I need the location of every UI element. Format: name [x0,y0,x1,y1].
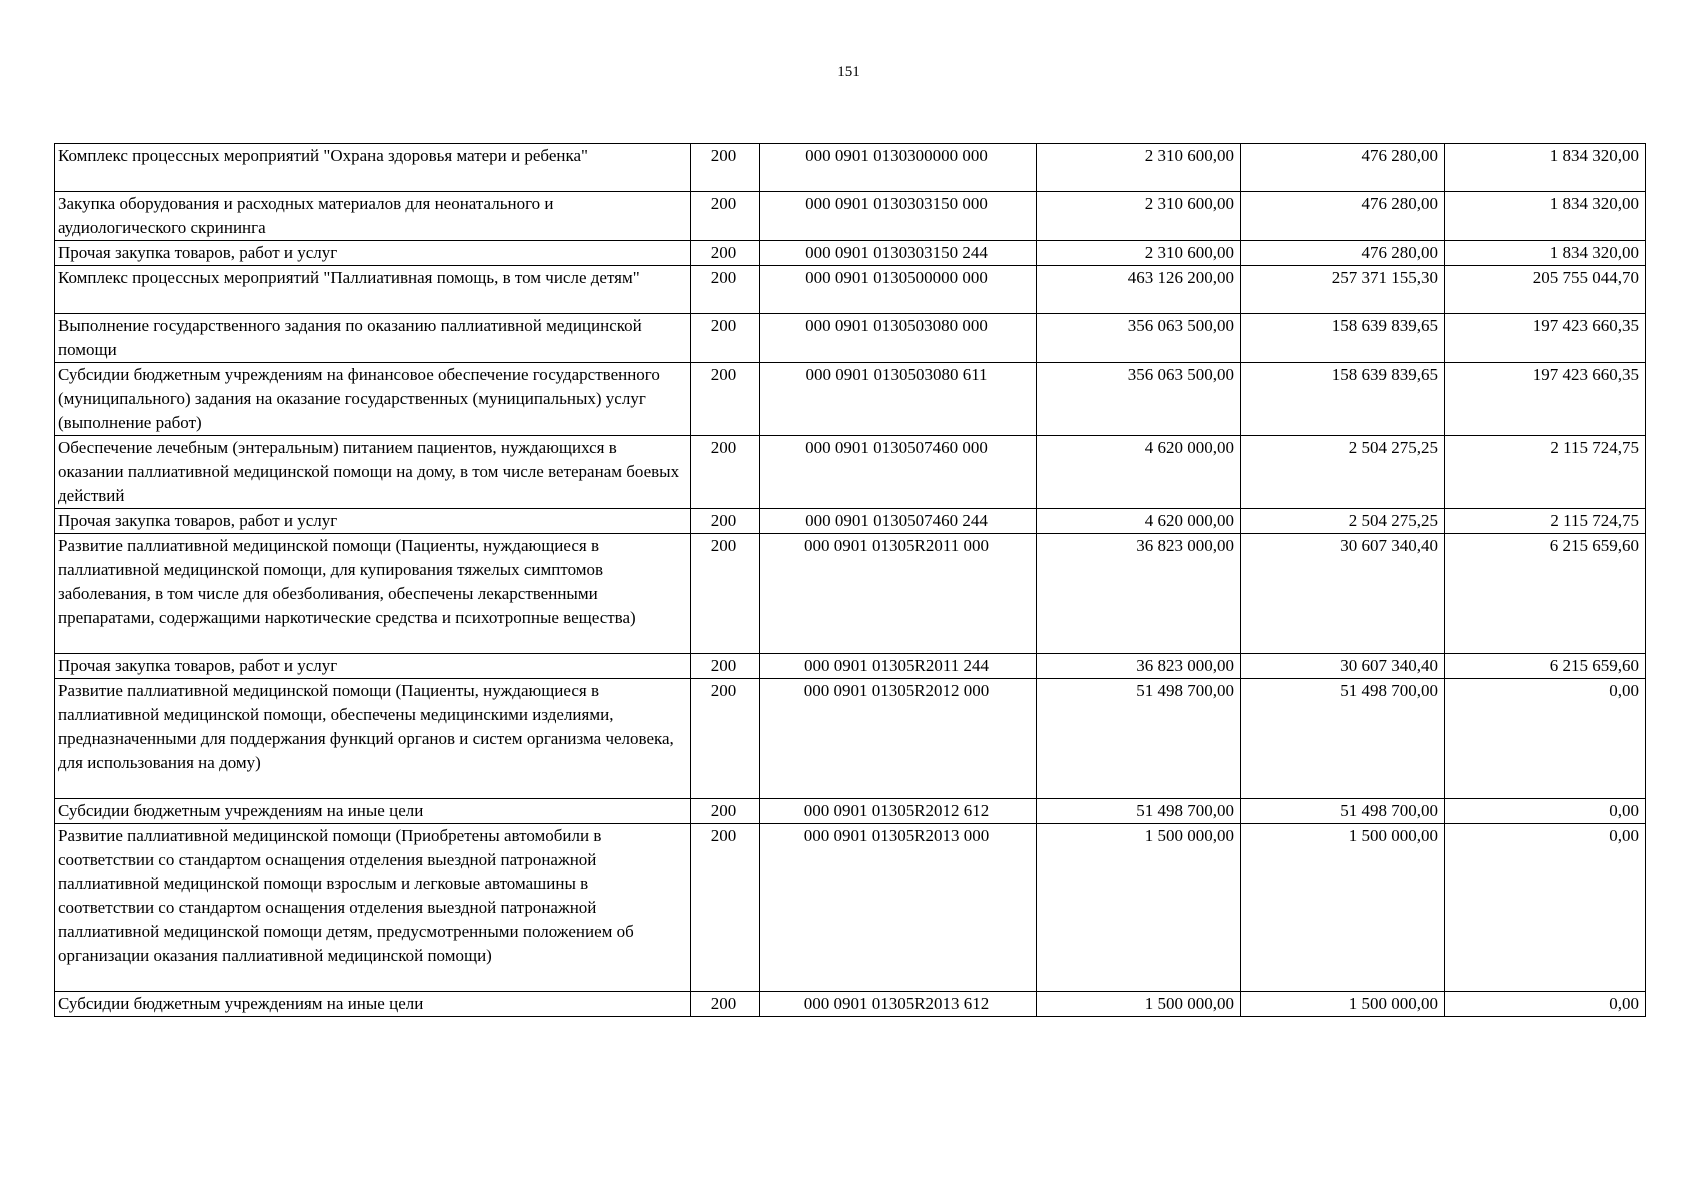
cell-unexecuted-amount: 1 834 320,00 [1445,241,1646,266]
cell-approved-amount: 1 500 000,00 [1037,824,1241,992]
cell-budget-classification-code: 000 0901 01305R2011 000 [760,534,1037,654]
cell-unexecuted-amount: 2 115 724,75 [1445,436,1646,509]
cell-line-code: 200 [691,509,760,534]
cell-indicator-name: Обеспечение лечебным (энтеральным) питанием пациентов, нуждающихся в оказании паллиативной медицинской помощи на дому, в том числе ветеранам боевых действий [55,436,691,509]
cell-indicator-name: Субсидии бюджетным учреждениям на иные цели [55,992,691,1017]
cell-indicator-name: Комплекс процессных мероприятий "Охрана здоровья матери и ребенка" [55,144,691,192]
cell-executed-amount: 476 280,00 [1241,144,1445,192]
table-row [55,799,1646,824]
cell-executed-amount: 476 280,00 [1241,241,1445,266]
table-row [55,363,1646,436]
cell-executed-amount: 1 500 000,00 [1241,992,1445,1017]
cell-line-code: 200 [691,824,760,992]
cell-budget-classification-code: 000 0901 01305R2013 000 [760,824,1037,992]
cell-executed-amount: 476 280,00 [1241,192,1445,241]
cell-indicator-name: Развитие паллиативной медицинской помощи (Пациенты, нуждающиеся в паллиативной медицинской помощи, обеспечены медицинскими изделиями, предназначенными для поддержания функций органов и систем организма человека, для использования на дому) [55,679,691,799]
cell-approved-amount: 2 310 600,00 [1037,241,1241,266]
table-row [55,679,1646,799]
table-row [55,144,1646,192]
cell-line-code: 200 [691,144,760,192]
table-row [55,824,1646,992]
cell-unexecuted-amount: 0,00 [1445,824,1646,992]
cell-line-code: 200 [691,992,760,1017]
cell-indicator-name: Прочая закупка товаров, работ и услуг [55,654,691,679]
cell-executed-amount: 2 504 275,25 [1241,436,1445,509]
table-row [55,241,1646,266]
cell-unexecuted-amount: 197 423 660,35 [1445,363,1646,436]
cell-line-code: 200 [691,654,760,679]
cell-budget-classification-code: 000 0901 0130503080 000 [760,314,1037,363]
cell-unexecuted-amount: 0,00 [1445,799,1646,824]
cell-unexecuted-amount: 2 115 724,75 [1445,509,1646,534]
cell-approved-amount: 36 823 000,00 [1037,534,1241,654]
cell-approved-amount: 1 500 000,00 [1037,992,1241,1017]
table-row [55,436,1646,509]
cell-line-code: 200 [691,436,760,509]
cell-approved-amount: 51 498 700,00 [1037,799,1241,824]
table-row [55,654,1646,679]
cell-line-code: 200 [691,799,760,824]
cell-approved-amount: 4 620 000,00 [1037,436,1241,509]
cell-line-code: 200 [691,534,760,654]
cell-executed-amount: 1 500 000,00 [1241,824,1445,992]
cell-unexecuted-amount: 6 215 659,60 [1445,534,1646,654]
cell-unexecuted-amount: 1 834 320,00 [1445,144,1646,192]
table-row [55,314,1646,363]
cell-approved-amount: 2 310 600,00 [1037,192,1241,241]
cell-budget-classification-code: 000 0901 01305R2011 244 [760,654,1037,679]
cell-executed-amount: 51 498 700,00 [1241,799,1445,824]
table-row [55,266,1646,314]
cell-budget-classification-code: 000 0901 0130500000 000 [760,266,1037,314]
cell-approved-amount: 463 126 200,00 [1037,266,1241,314]
cell-executed-amount: 2 504 275,25 [1241,509,1445,534]
cell-executed-amount: 257 371 155,30 [1241,266,1445,314]
page-number: 151 [837,64,860,80]
cell-indicator-name: Прочая закупка товаров, работ и услуг [55,509,691,534]
cell-indicator-name: Субсидии бюджетным учреждениям на иные цели [55,799,691,824]
cell-unexecuted-amount: 205 755 044,70 [1445,266,1646,314]
cell-unexecuted-amount: 6 215 659,60 [1445,654,1646,679]
cell-approved-amount: 356 063 500,00 [1037,363,1241,436]
cell-budget-classification-code: 000 0901 0130507460 000 [760,436,1037,509]
cell-approved-amount: 356 063 500,00 [1037,314,1241,363]
cell-budget-classification-code: 000 0901 0130300000 000 [760,144,1037,192]
cell-line-code: 200 [691,363,760,436]
table-row [55,192,1646,241]
cell-line-code: 200 [691,266,760,314]
cell-indicator-name: Прочая закупка товаров, работ и услуг [55,241,691,266]
cell-executed-amount: 158 639 839,65 [1241,363,1445,436]
cell-unexecuted-amount: 0,00 [1445,679,1646,799]
cell-indicator-name: Развитие паллиативной медицинской помощи (Приобретены автомобили в соответствии со стандартом оснащения отделения выездной патронажной паллиативной медицинской помощи взрослым и легковые автомашины в соответствии со стандартом оснащения отделения выездной патронажной паллиативной медицинской помощи детям, предусмотренными положением об организации оказания паллиативной медицинской помощи) [55,824,691,992]
cell-executed-amount: 51 498 700,00 [1241,679,1445,799]
cell-unexecuted-amount: 1 834 320,00 [1445,192,1646,241]
cell-line-code: 200 [691,679,760,799]
budget-execution-table [54,143,1646,1017]
cell-budget-classification-code: 000 0901 0130303150 244 [760,241,1037,266]
cell-budget-classification-code: 000 0901 0130503080 611 [760,363,1037,436]
table-body [55,144,1646,1017]
cell-executed-amount: 30 607 340,40 [1241,534,1445,654]
cell-unexecuted-amount: 0,00 [1445,992,1646,1017]
cell-indicator-name: Комплекс процессных мероприятий "Паллиативная помощь, в том числе детям" [55,266,691,314]
cell-budget-classification-code: 000 0901 01305R2012 612 [760,799,1037,824]
cell-approved-amount: 51 498 700,00 [1037,679,1241,799]
cell-budget-classification-code: 000 0901 01305R2012 000 [760,679,1037,799]
cell-budget-classification-code: 000 0901 0130507460 244 [760,509,1037,534]
cell-indicator-name: Развитие паллиативной медицинской помощи (Пациенты, нуждающиеся в паллиативной медицинской помощи, для купирования тяжелых симптомов заболевания, в том числе для обезболивания, обеспечены лекарственными препаратами, содержащими наркотические средства и психотропные вещества) [55,534,691,654]
cell-executed-amount: 30 607 340,40 [1241,654,1445,679]
table-row [55,992,1646,1017]
table-row [55,534,1646,654]
cell-line-code: 200 [691,314,760,363]
cell-approved-amount: 2 310 600,00 [1037,144,1241,192]
cell-line-code: 200 [691,192,760,241]
cell-approved-amount: 36 823 000,00 [1037,654,1241,679]
cell-budget-classification-code: 000 0901 01305R2013 612 [760,992,1037,1017]
cell-executed-amount: 158 639 839,65 [1241,314,1445,363]
cell-indicator-name: Закупка оборудования и расходных материалов для неонатального и аудиологического скрининга [55,192,691,241]
cell-budget-classification-code: 000 0901 0130303150 000 [760,192,1037,241]
cell-indicator-name: Выполнение государственного задания по оказанию паллиативной медицинской помощи [55,314,691,363]
cell-approved-amount: 4 620 000,00 [1037,509,1241,534]
cell-indicator-name: Субсидии бюджетным учреждениям на финансовое обеспечение государственного (муниципального) задания на оказание государственных (муниципальных) услуг (выполнение работ) [55,363,691,436]
cell-line-code: 200 [691,241,760,266]
cell-unexecuted-amount: 197 423 660,35 [1445,314,1646,363]
table-row [55,509,1646,534]
